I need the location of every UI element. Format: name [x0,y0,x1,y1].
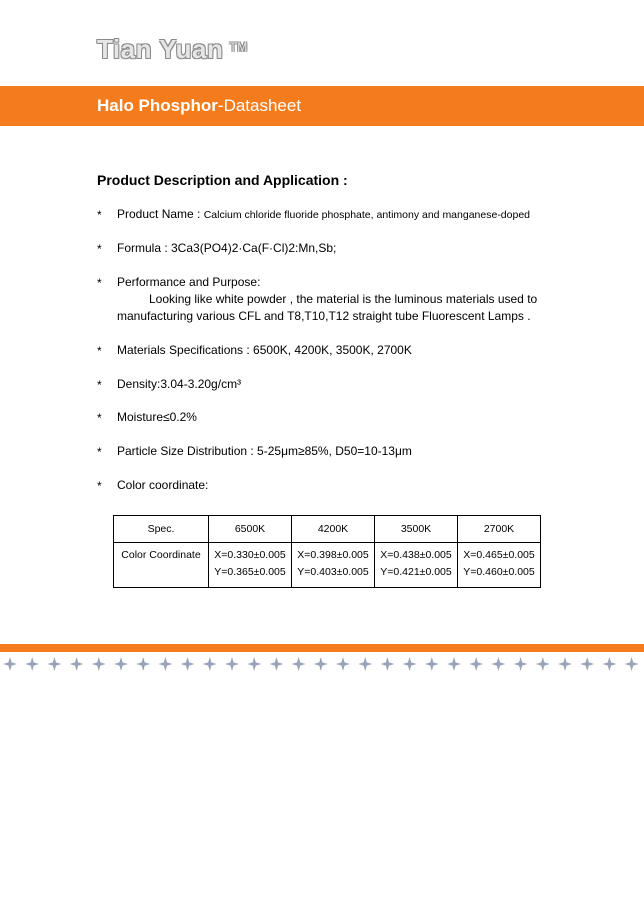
y-value: Y=0.421±0.005 [380,566,452,578]
footer-divider [0,644,644,652]
star-icon [336,657,350,671]
color-coordinate-table [113,515,541,588]
moisture-text: Moisture≤0.2% [117,410,197,424]
table-cell [375,543,458,588]
star-icon [247,657,261,671]
star-icon [314,657,328,671]
product-name [117,206,530,224]
table-header-row [114,516,541,543]
star-icon [292,657,306,671]
particle-text: Particle Size Distribution : 5-25μm≥85%, D50=10-13μm [117,444,412,458]
star-icon [580,657,594,671]
star-icon [70,657,84,671]
star-icon [558,657,572,671]
materials-text: Materials Specifications : 6500K, 4200K, 3500K, 2700K [117,343,412,357]
star-icon [491,657,505,671]
formula-text: Formula : 3Ca3(PO4)2·Ca(F·Cl)2:Mn,Sb; [117,241,337,255]
star-icon [25,657,39,671]
star-icon [158,657,172,671]
star-icon [425,657,439,671]
star-icon [114,657,128,671]
brand-logo [97,34,248,65]
performance-line-1: Looking like white powder , the material is the luminous materials used to [149,292,538,306]
star-icon [514,657,528,671]
trademark-mark: TM [229,40,248,54]
star-icon [92,657,106,671]
star-icon [403,657,417,671]
star-icon [225,657,239,671]
table-row [114,543,541,588]
x-value: X=0.398±0.005 [297,549,369,561]
bullet: * [97,242,102,256]
performance-line-2: manufacturing various CFL and T8,T10,T12 straight tube Fluorescent Lamps . [117,309,531,323]
star-icon [358,657,372,671]
title-product: Halo Phosphor [97,96,218,115]
bullet: * [97,445,102,459]
title-suffix: -Datasheet [217,96,302,115]
brand-name: Tian Yuan [97,34,224,64]
section-title: Product Description and Application : [97,172,348,188]
star-icon [269,657,283,671]
x-value: X=0.438±0.005 [380,549,452,561]
star-icon [469,657,483,671]
bullet: * [97,411,102,425]
table-cell [209,543,292,588]
row-label-cell [114,543,209,588]
table-header-cell: 2700K [458,516,541,543]
star-icon [47,657,61,671]
bullet: * [97,479,102,493]
density-text: Density:3.04-3.20g/cm³ [117,377,242,391]
row-label: Color Coordinate [121,549,201,561]
title-banner [0,86,644,126]
document-title [97,96,301,116]
product-name-label: Product Name : [117,207,201,221]
star-icon [3,657,17,671]
table-header-cell: 6500K [209,516,292,543]
color-coordinate-label: Color coordinate: [117,478,209,492]
star-icon [625,657,639,671]
star-icon [447,657,461,671]
star-icon [181,657,195,671]
star-icon [136,657,150,671]
bullet: * [97,378,102,392]
decorative-star-border [0,656,644,672]
star-icon [380,657,394,671]
bullet: * [97,208,102,222]
table-cell [458,543,541,588]
table-header-cell: 4200K [292,516,375,543]
star-icon [536,657,550,671]
table-header-cell: Spec. [114,516,209,543]
bullet: * [97,276,102,290]
star-icon [203,657,217,671]
x-value: X=0.330±0.005 [214,549,286,561]
x-value: X=0.465±0.005 [463,549,535,561]
y-value: Y=0.460±0.005 [463,566,535,578]
product-name-value: Calcium chloride fluoride phosphate, antimony and manganese-doped [203,209,531,221]
bullet: * [97,344,102,358]
table-cell [292,543,375,588]
star-icon [602,657,616,671]
y-value: Y=0.403±0.005 [297,566,369,578]
y-value: Y=0.365±0.005 [214,566,286,578]
table-header-cell: 3500K [375,516,458,543]
performance-title: Performance and Purpose: [117,275,261,289]
